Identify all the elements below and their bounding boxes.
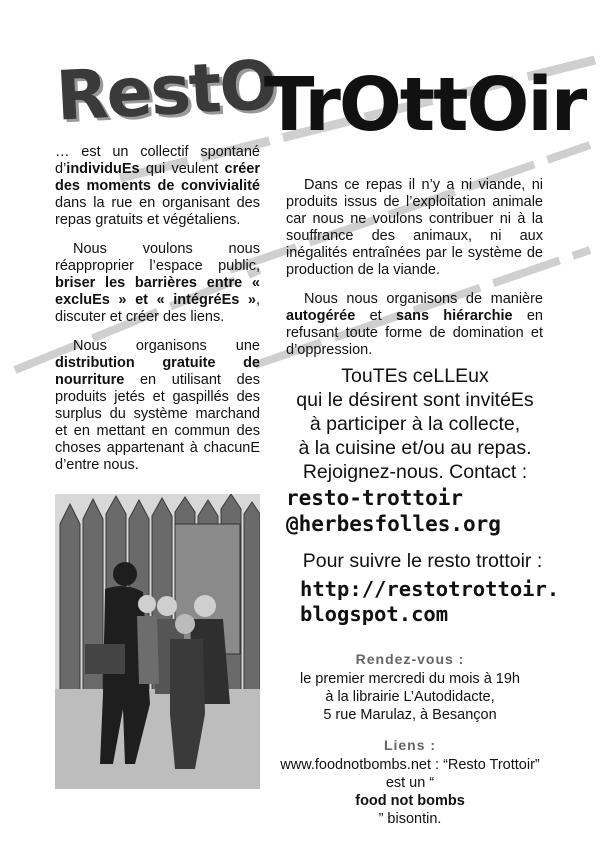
rdv-line-2: à la librairie L’Autodidacte, xyxy=(325,689,495,705)
rendezvous-heading: Rendez-vous : xyxy=(355,651,465,667)
right-column xyxy=(286,177,543,371)
contact-line-2: @herbesfolles.org xyxy=(286,512,501,536)
left-paragraph-1: … est un collectif spontané d’individuEs qui veulent créer des moments de convivialité dans la rue en organisant des repas gratuits et végétaliens. xyxy=(55,144,260,228)
invite-line-1: TouTEs ceLLEux xyxy=(341,365,489,387)
left-column xyxy=(55,144,260,486)
invite-line-5: Rejoignez-nous. Contact : xyxy=(302,461,528,483)
right-paragraph-1: Dans ce repas il n’y a ni viande, ni produits issus de l’exploitation animale car nous ne voulons contribuer ni à la souffrance des animaux, ni aux inégalités entraînées par le système de production de la viande. xyxy=(286,177,543,278)
blog-link[interactable] xyxy=(300,577,580,627)
links-line-1[interactable]: www.foodnotbombs.net : “Resto Trottoir” xyxy=(280,757,540,773)
street-children-photo xyxy=(55,494,260,789)
invite-line-3: à participer à la collecte, xyxy=(309,413,521,435)
invite-line-4: à la cuisine et/ou au repas. xyxy=(298,437,532,459)
invitation-text xyxy=(270,364,560,484)
contact-line-1: resto-trottoir xyxy=(286,486,464,510)
left-paragraph-3: Nous organisons une distribution gratuite de nourriture en utilisant des produits jetés et gaspillés des surplus du système marchand et en mettant en commun des choses appartenant à chacunE d’entre nous. xyxy=(55,338,260,473)
links-details xyxy=(255,756,565,828)
blog-line-1: http://restotrottoir. xyxy=(300,577,560,601)
right-paragraph-2: Nous nous organisons de manière autogérée et sans hiérarchie en refusant toute forme de domination et d’oppression. xyxy=(286,291,543,358)
title-trottoir: TrOttOir xyxy=(264,62,586,148)
title-resto: RestO xyxy=(54,46,278,137)
contact-email[interactable] xyxy=(286,485,566,537)
links-line-2: est un “ food not bombs ” bisontin. xyxy=(355,775,465,827)
invite-line-2: qui le désirent sont invitéEs xyxy=(296,389,534,411)
follow-text: Pour suivre le resto trottoir : xyxy=(302,550,543,572)
rdv-line-1: le premier mercredi du mois à 19h xyxy=(299,671,520,687)
rdv-line-3: 5 rue Marulaz, à Besançon xyxy=(323,707,497,723)
left-paragraph-2: Nous voulons nous réapproprier l’espace public, briser les barrières entre « excluEs » et « intégréEs », discuter et créer des liens. xyxy=(55,241,260,325)
rendezvous-details xyxy=(260,670,560,724)
links-heading: Liens : xyxy=(383,737,437,753)
blog-line-2: blogspot.com xyxy=(300,602,449,626)
